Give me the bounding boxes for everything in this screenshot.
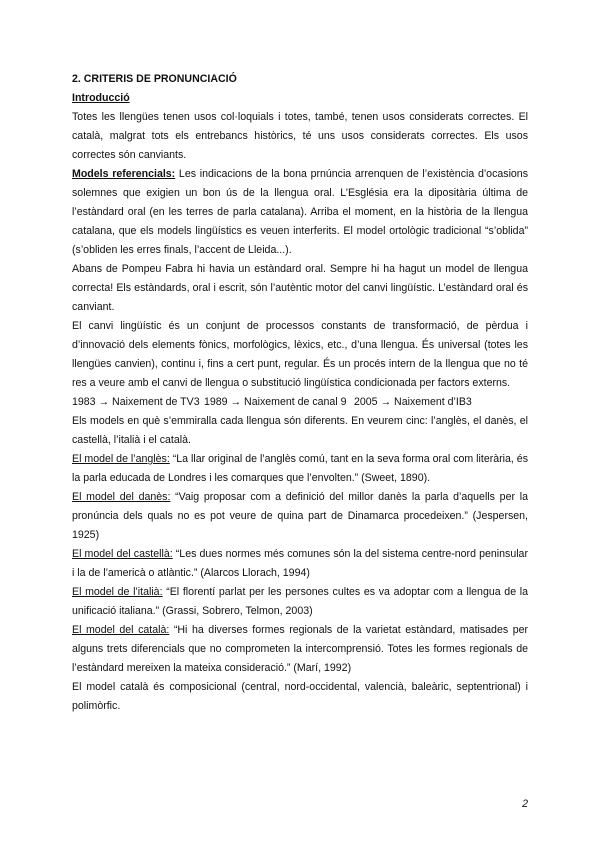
model-catalan-label: El model del català: — [72, 624, 170, 636]
channel-tv3: 1983 → Naixement de TV3 — [72, 396, 200, 408]
model-english-text: “La llar original de l’anglès comú, tant en la seva forma oral com literària, és la parla educada de Londres i les comarques que l’envolten.” (Sweet, 1890). — [72, 453, 528, 484]
model-danish-text: “Vaig proposar com a definició del millor danès la parla d’aquells per la pronúncia dels quals no es pot veure de quina part de Dinamarca procedeixen.” (Jespersen, 1925) — [72, 491, 528, 541]
model-catalan-text: “Hi ha diverses formes regionals de la varietat estàndard, matisades per alguns trets diferencials que no comprometen la intercomprensió. Totes les formes regionals de l’estàndard mereixen la mateixa consideració.” (Marí, 1992) — [72, 624, 529, 674]
channels-line — [72, 393, 528, 412]
channel-canal9: 1989 → Naixement de canal 9 — [204, 396, 347, 408]
section-title: 2. CRITERIS DE PRONUNCIACIÓ — [72, 73, 237, 85]
pompeu-paragraph: Abans de Pompeu Fabra hi havia un estàndard oral. Sempre hi ha hagut un model de llengua correcta! Els estàndards, oral i escrit, són l’autèntic motor del canvi lingüístic. L’estàndard oral és canviant. — [72, 263, 528, 313]
models-intro: Els models en què s’emmiralla cada llengua són diferents. En veurem cinc: l’anglès, el danès, el castellà, l’italià i el català. — [72, 415, 528, 446]
document-body — [72, 70, 528, 716]
model-spanish-label: El model del castellà: — [72, 548, 173, 560]
model-italian-text: “El florentí parlat per les persones cultes es va adoptar com a llengua de la unificació italiana.” (Grassi, Sobrero, Telmon, 2003) — [72, 586, 529, 617]
model-danish — [72, 488, 528, 545]
channel-ib3: 2005 → Naixement d’IB3 — [354, 396, 472, 408]
model-italian — [72, 583, 528, 621]
model-spanish-text: “Les dues normes més comunes són la del sistema centre-nord peninsular i la de l’americà o atlàntic.” (Alarcos Llorach, 1994) — [72, 548, 528, 579]
closing-paragraph: El model català és composicional (central, nord-occidental, valencià, baleàric, septentrional) i polimòrfic. — [72, 681, 528, 712]
model-italian-label: El model de l’italià: — [72, 586, 163, 598]
model-spanish — [72, 545, 528, 583]
model-danish-label: El model del danès: — [72, 491, 171, 503]
page-number: 2 — [522, 798, 528, 810]
change-paragraph: El canvi lingüístic és un conjunt de processos constants de transformació, de pèrdua i d’innovació dels elements fònics, morfològics, lèxics, etc., d’una llengua. És universal (totes les llengües canvien), continu i, fins a cert punt, regular. És un procés intern de la llengua que no té res a veure amb el canvi de llengua o substitució lingüística condicionada per factors externs. — [72, 320, 528, 389]
models-text: Les indicacions de la bona prnúncia arrenquen de l’existència d’ocasions solemnes que exigien un bon ús de la llengua oral. L’Església era la dipositària última de l’estàndard oral (en les terres de parla catalana). Arriba el moment, en la història de la llengua catalana, que els models lingüístics es veuen interferits. El model ortològic tradicional “s’oblida” (s’obliden les erres finals, l’accent de Lleida...). — [72, 168, 528, 256]
models-paragraph — [72, 165, 528, 260]
models-label: Models referencials: — [72, 168, 176, 180]
intro-heading: Introducció — [72, 92, 130, 104]
model-catalan — [72, 621, 528, 678]
model-english — [72, 450, 528, 488]
intro-paragraph: Totes les llengües tenen usos col·loquials i totes, també, tenen usos considerats correctes. El català, malgrat tots els entrebancs històrics, té uns usos considerats correctes. Els usos correctes són canviants. — [72, 111, 528, 161]
model-english-label: El model de l’anglès: — [72, 453, 170, 465]
